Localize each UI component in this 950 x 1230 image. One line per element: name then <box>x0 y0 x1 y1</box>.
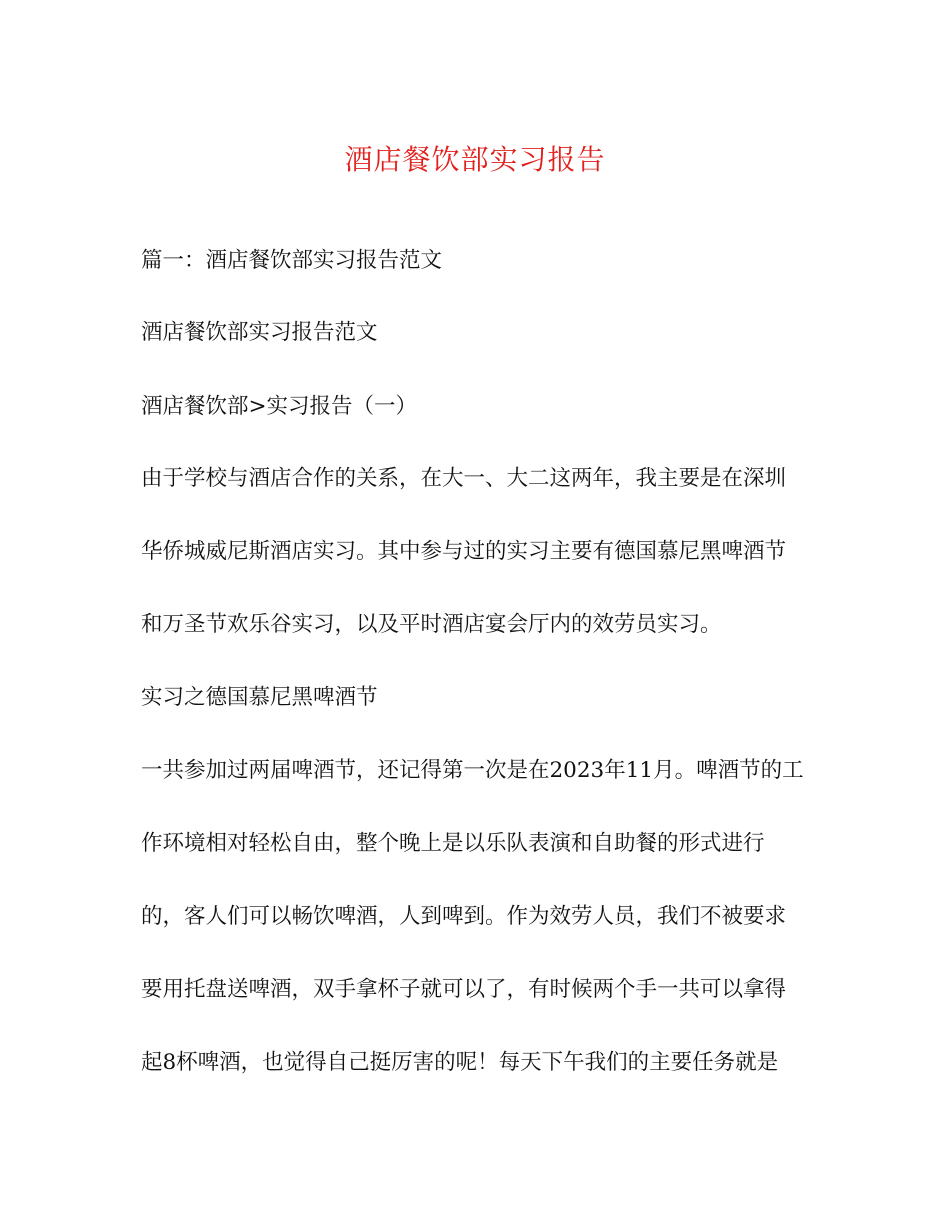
section-subheading: 实习之德国慕尼黑啤酒节 <box>141 685 378 710</box>
report-part-heading: 酒店餐饮部>实习报告（一） <box>141 394 418 419</box>
paragraph-line: 和万圣节欢乐谷实习，以及平时酒店宴会厅内的效劳员实习。 <box>141 612 722 637</box>
paragraph-line: 作环境相对轻松自由，整个晚上是以乐队表演和自助餐的形式进行 <box>141 831 765 856</box>
paragraph-line: 起8杯啤酒，也觉得自己挺厉害的呢！每天下午我们的主要任务就是 <box>141 1050 779 1075</box>
subheading: 酒店餐饮部实习报告范文 <box>141 320 378 345</box>
paragraph-line: 的，客人们可以畅饮啤酒，人到啤到。作为效劳人员，我们不被要求 <box>141 904 787 929</box>
paragraph-line: 要用托盘送啤酒，双手拿杯子就可以了，有时候两个手一共可以拿得 <box>141 977 787 1002</box>
paragraph-line: 华侨城威尼斯酒店实习。其中参与过的实习主要有德国慕尼黑啤酒节 <box>141 539 787 564</box>
section-heading: 篇一：酒店餐饮部实习报告范文 <box>141 248 443 273</box>
paragraph-line: 由于学校与酒店合作的关系，在大一、大二这两年，我主要是在深圳 <box>141 466 787 491</box>
document-title: 酒店餐饮部实习报告 <box>344 143 606 176</box>
paragraph-line: 一共参加过两届啤酒节，还记得第一次是在2023年11月。啤酒节的工 <box>141 758 804 783</box>
